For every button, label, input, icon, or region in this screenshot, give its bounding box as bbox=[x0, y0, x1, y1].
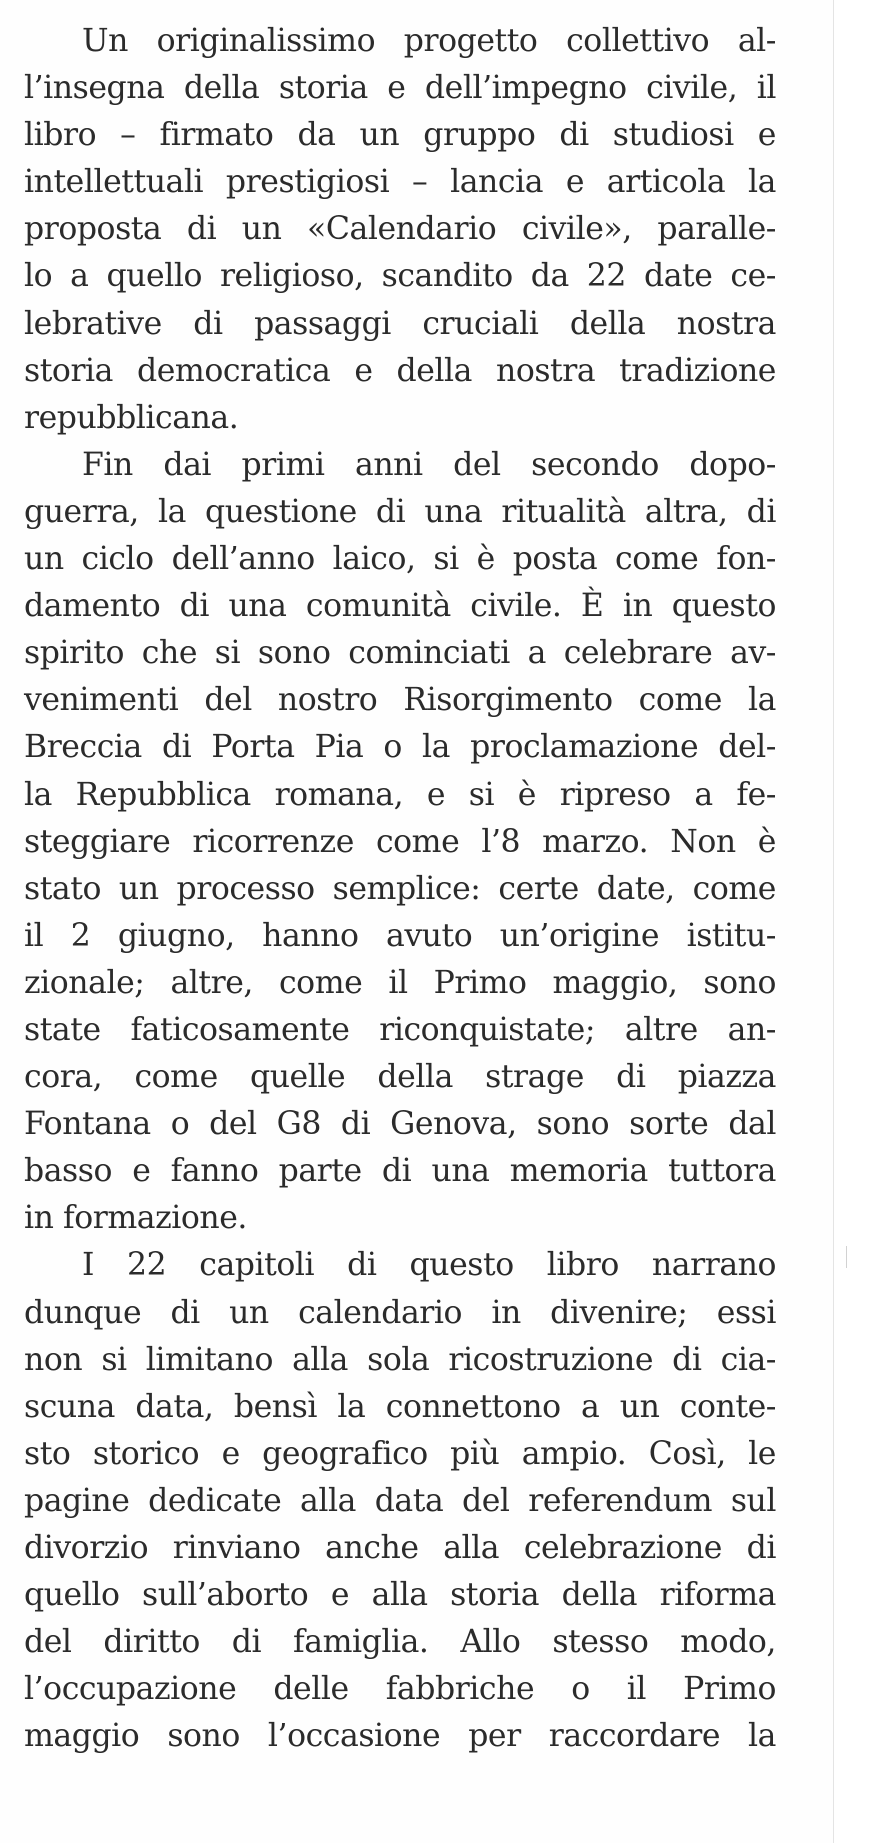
text-line: zionale; altre, come il Primo maggio, sono bbox=[24, 964, 776, 1001]
paragraph-2 bbox=[24, 442, 776, 1243]
text-line: lo a quello religioso, scandito da 22 date ce- bbox=[24, 258, 776, 295]
text-line: basso e fanno parte di una memoria tuttora bbox=[24, 1153, 776, 1190]
text-line: l’occupazione delle fabbriche o il Primo bbox=[24, 1671, 776, 1708]
text-column bbox=[24, 18, 776, 1760]
text-line: dunque di un calendario in divenire; essi bbox=[24, 1294, 776, 1331]
edge-mark bbox=[846, 1246, 847, 1268]
page-edge-strip bbox=[833, 0, 888, 1843]
text-line: cora, come quelle della strage di piazza bbox=[24, 1059, 776, 1096]
text-line: storia democratica e della nostra tradizione bbox=[24, 352, 776, 389]
text-line: l’insegna della storia e dell’impegno civile, il bbox=[24, 70, 776, 107]
text-line: steggiare ricorrenze come l’8 marzo. Non è bbox=[24, 823, 776, 860]
text-line: damento di una comunità civile. È in questo bbox=[24, 588, 776, 625]
text-line: quello sull’aborto e alla storia della riforma bbox=[24, 1577, 776, 1614]
text-line: del diritto di famiglia. Allo stesso modo, bbox=[24, 1624, 776, 1661]
text-line: repubblicana. bbox=[24, 399, 239, 436]
text-line: venimenti del nostro Risorgimento come la bbox=[24, 682, 776, 719]
text-line: la Repubblica romana, e si è ripreso a fe- bbox=[24, 776, 776, 813]
text-line: I 22 capitoli di questo libro narrano bbox=[82, 1247, 776, 1284]
text-line: divorzio rinviano anche alla celebrazione di bbox=[24, 1530, 776, 1566]
text-line: non si limitano alla sola ricostruzione di cia- bbox=[24, 1341, 776, 1378]
paragraph-1 bbox=[24, 18, 776, 442]
paragraph-3 bbox=[24, 1242, 776, 1760]
text-line: Un originalissimo progetto collettivo al- bbox=[82, 23, 776, 59]
text-line: state faticosamente riconquistate; altre an- bbox=[24, 1011, 776, 1048]
text-line: proposta di un «Calendario civile», paralle- bbox=[24, 211, 776, 248]
text-line: stato un processo semplice: certe date, come bbox=[24, 870, 776, 907]
text-line: in formazione. bbox=[24, 1200, 247, 1237]
text-line: Fontana o del G8 di Genova, sono sorte dal bbox=[24, 1106, 776, 1143]
text-line: sto storico e geografico più ampio. Così, le bbox=[24, 1435, 776, 1472]
text-line: libro – firmato da un gruppo di studiosi e bbox=[24, 117, 776, 154]
text-line: guerra, la questione di una ritualità altra, di bbox=[24, 493, 776, 530]
text-line: lebrative di passaggi cruciali della nostra bbox=[24, 305, 776, 342]
text-line: maggio sono l’occasione per raccordare la bbox=[24, 1718, 776, 1755]
text-line: Fin dai primi anni del secondo dopo- bbox=[82, 446, 776, 483]
text-line: il 2 giugno, hanno avuto un’origine istitu- bbox=[24, 917, 776, 954]
text-line: intellettuali prestigiosi – lancia e articola la bbox=[24, 164, 776, 201]
text-line: spirito che si sono cominciati a celebrare av- bbox=[24, 635, 776, 672]
text-line: pagine dedicate alla data del referendum sul bbox=[24, 1482, 776, 1519]
text-line: Breccia di Porta Pia o la proclamazione del- bbox=[24, 729, 776, 766]
text-line: un ciclo dell’anno laico, si è posta come fon- bbox=[24, 541, 776, 578]
text-line: scuna data, bensì la connettono a un conte- bbox=[24, 1388, 776, 1425]
